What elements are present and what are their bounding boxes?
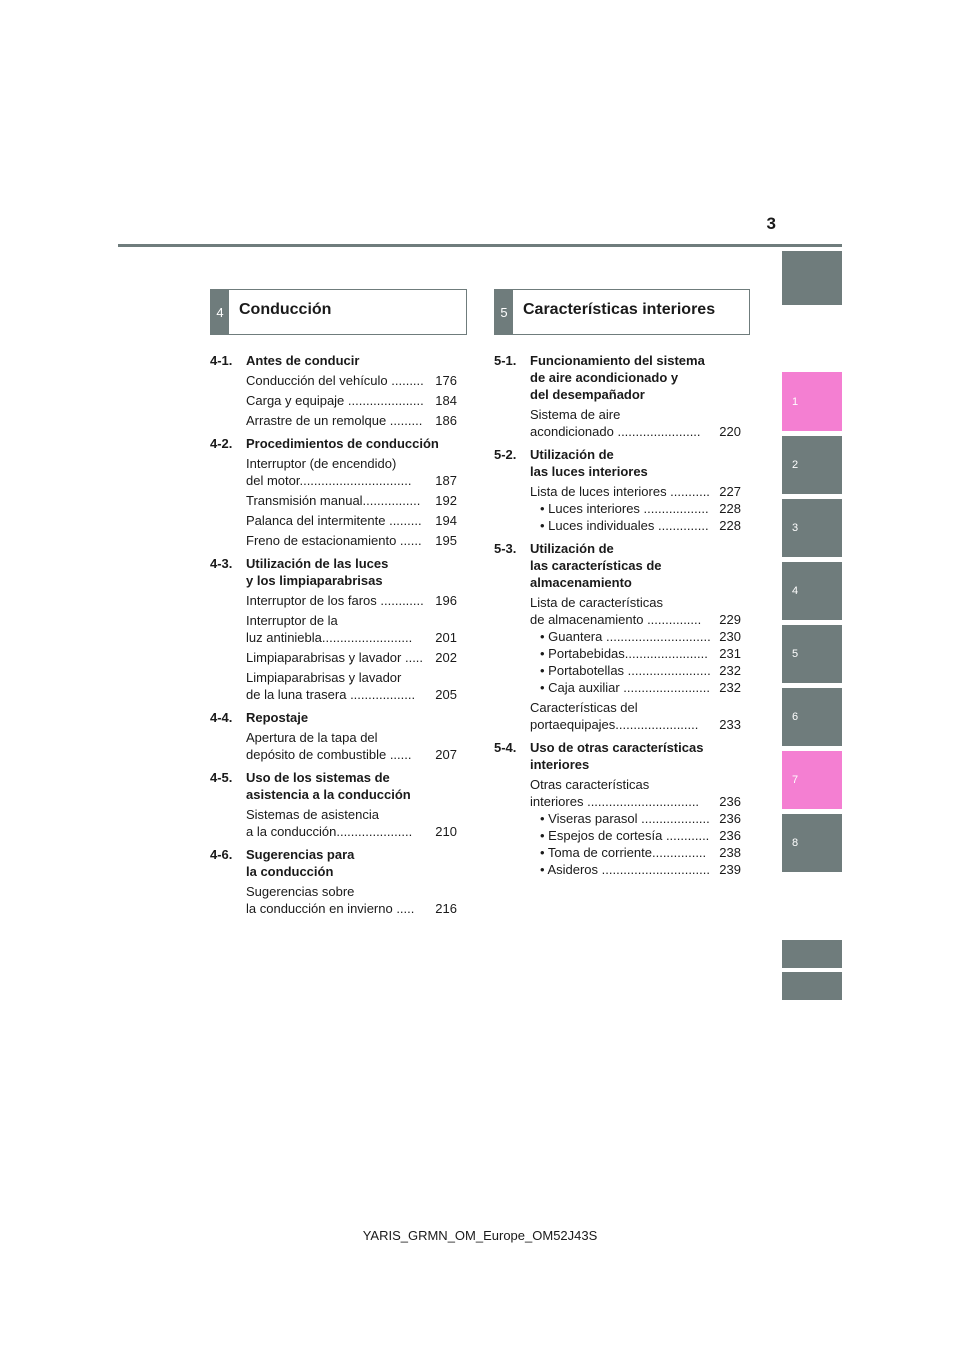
subsection-number: 4-5. [210,770,233,785]
entry-label: • Portabebidas....................... [540,646,708,661]
toc-subsection[interactable] [210,352,457,369]
subsection-number: 4-4. [210,710,233,725]
entry-page-number: 176 [435,373,457,388]
toc-subsection[interactable] [494,540,741,591]
toc-entry[interactable] [246,612,457,646]
section-title: Conducción [239,301,332,318]
entry-label: Lista de luces interiores ........... [530,484,710,499]
entry-page-number: 216 [435,901,457,916]
toc-entry[interactable] [246,592,457,609]
chapter-tab-8[interactable]: 8 [782,814,842,872]
chapter-tab-5[interactable]: 5 [782,625,842,683]
subsection-title: Utilización de las características de almacenamiento [530,541,662,590]
entry-page-number: 207 [435,747,457,762]
subsection-number: 4-2. [210,436,233,451]
chapter-tab-blank-bottom-2[interactable] [782,972,842,1000]
subsection-number: 4-1. [210,353,233,368]
subsection-title: Utilización de las luces y los limpiaparabrisas [246,556,389,588]
toc-entry[interactable] [246,806,457,840]
subsection-number: 5-2. [494,447,517,462]
chapter-tab-2[interactable]: 2 [782,436,842,494]
toc-entry[interactable] [246,412,457,429]
chapter-tab-3[interactable]: 3 [782,499,842,557]
toc-entries [246,883,457,917]
entry-page-number: 220 [719,424,741,439]
toc-bullet-entry[interactable] [530,827,741,844]
toc-entry[interactable] [246,532,457,549]
toc-bullet-entry[interactable] [530,628,741,645]
toc-entries [530,594,741,733]
entry-label: Arrastre de un remolque ......... [246,413,423,428]
entry-page-number: 227 [719,484,741,499]
toc-subsection[interactable] [494,446,741,480]
entry-label: Sugerencias sobre la conducción en invierno ..... [246,884,415,916]
section-title: Características interiores [523,301,716,318]
entry-page-number: 236 [719,828,741,843]
entry-label: Limpiaparabrisas y lavador de la luna trasera .................. [246,670,416,702]
toc-entry[interactable] [530,776,741,810]
toc-subsection[interactable] [210,709,457,726]
subsection-number: 5-3. [494,541,517,556]
toc-bullet-entry[interactable] [530,810,741,827]
entry-label: • Guantera ............................. [540,629,711,644]
entry-page-number: 228 [719,501,741,516]
toc-entry[interactable] [246,372,457,389]
entry-page-number: 236 [719,811,741,826]
subsection-number: 4-6. [210,847,233,862]
toc-entries [246,372,457,429]
entry-label: Interruptor de los faros ............ [246,593,424,608]
toc-entry[interactable] [246,392,457,409]
entry-label: • Caja auxiliar ........................ [540,680,710,695]
entry-label: • Portabotellas ....................... [540,663,711,678]
entry-label: Carga y equipaje ..................... [246,393,424,408]
toc-subsection[interactable] [210,435,457,452]
entry-label: Sistema de aire acondicionado ....................... [530,407,701,439]
subsection-number: 5-4. [494,740,517,755]
chapter-tab-7[interactable]: 7 [782,751,842,809]
header-rule [118,244,842,247]
toc-subsection[interactable] [494,739,741,773]
entry-page-number: 194 [435,513,457,528]
subsection-number: 5-1. [494,353,517,368]
subsection-title: Procedimientos de conducción [246,436,439,451]
entry-label: • Espejos de cortesía ............ [540,828,710,843]
entry-page-number: 196 [435,593,457,608]
toc-entry[interactable] [246,492,457,509]
page-number: 3 [766,214,776,233]
entry-label: Características del portaequipajes....................... [530,700,699,732]
toc-subsection[interactable] [210,769,457,803]
entry-page-number: 233 [719,717,741,732]
entry-label: • Luces individuales .............. [540,518,709,533]
entry-page-number: 192 [435,493,457,508]
toc-entry[interactable] [530,699,741,733]
entry-page-number: 228 [719,518,741,533]
document-footer: YARIS_GRMN_OM_Europe_OM52J43S [362,1228,598,1243]
section-number: 5 [495,290,513,334]
entry-label: Palanca del intermitente ......... [246,513,422,528]
toc-bullet-entry[interactable] [530,645,741,662]
toc-subsection[interactable] [210,846,457,880]
subsection-title: Utilización de las luces interiores [530,447,648,479]
toc-subsection[interactable] [494,352,741,403]
subsection-title: Antes de conducir [246,353,360,368]
toc-bullet-entry[interactable] [530,662,741,679]
toc-entry[interactable] [246,669,457,703]
entry-page-number: 210 [435,824,457,839]
toc-entries [530,406,741,440]
toc-entry[interactable] [530,594,741,628]
section-header-5 [494,289,750,335]
entry-page-number: 186 [435,413,457,428]
entry-page-number: 232 [719,663,741,678]
toc-bullet-entry[interactable] [530,861,741,878]
chapter-tabs [782,0,842,1358]
toc-entries [246,455,457,549]
toc-entries [246,592,457,703]
entry-page-number: 231 [719,646,741,661]
entry-label: Freno de estacionamiento ...... [246,533,422,548]
subsection-title: Uso de otras características interiores [530,740,704,772]
subsection-number: 4-3. [210,556,233,571]
toc-entry[interactable] [246,649,457,666]
toc-entry[interactable] [530,406,741,440]
entry-page-number: 202 [435,650,457,665]
entry-page-number: 230 [719,629,741,644]
toc-bullet-entry[interactable] [530,517,741,534]
entry-label: Transmisión manual................ [246,493,421,508]
entry-page-number: 239 [719,862,741,877]
entry-label: Apertura de la tapa del depósito de combustible ...... [246,730,412,762]
toc-entries [246,729,457,763]
toc-entry[interactable] [530,483,741,500]
entry-label: • Viseras parasol ................... [540,811,710,826]
entry-label: Limpiaparabrisas y lavador ..... [246,650,424,665]
subsection-title: Uso de los sistemas de asistencia a la conducción [246,770,411,802]
toc-entry[interactable] [246,883,457,917]
toc-bullet-entry[interactable] [530,500,741,517]
entry-page-number: 236 [719,794,741,809]
toc-entries [246,806,457,840]
section-header-4 [210,289,467,335]
chapter-tab-4[interactable]: 4 [782,562,842,620]
section-number: 4 [211,290,229,334]
entry-page-number: 205 [435,687,457,702]
toc-entry[interactable] [246,512,457,529]
toc-entries [530,776,741,878]
subsection-title: Funcionamiento del sistema de aire acondicionado y del desempañador [530,353,705,402]
toc-entry[interactable] [246,455,457,489]
entry-label: • Asideros .............................. [540,862,710,877]
subsection-title: Repostaje [246,710,309,725]
chapter-tab-1[interactable]: 1 [782,372,842,431]
entry-page-number: 229 [719,612,741,627]
chapter-tab-6[interactable]: 6 [782,688,842,746]
subsection-title: Sugerencias para la conducción [246,847,355,879]
entry-page-number: 187 [435,473,457,488]
toc-entry[interactable] [246,729,457,763]
entry-page-number: 201 [435,630,457,645]
entry-label: • Toma de corriente............... [540,845,707,860]
toc-column-conduccion [210,352,457,917]
toc-subsection[interactable] [210,555,457,589]
entry-label: Interruptor (de encendido) del motor............................... [246,456,412,488]
entry-page-number: 238 [719,845,741,860]
entry-label: Interruptor de la luz antiniebla......................... [246,613,413,645]
toc-entries [530,483,741,534]
entry-label: Sistemas de asistencia a la conducción..................... [246,807,413,839]
entry-label: Lista de características de almacenamiento ............... [530,595,702,627]
entry-label: • Luces interiores .................. [540,501,709,516]
chapter-tab-blank-bottom-1[interactable] [782,940,842,968]
entry-label: Conducción del vehículo ......... [246,373,424,388]
entry-page-number: 184 [435,393,457,408]
entry-page-number: 232 [719,680,741,695]
entry-label: Otras características interiores ............................... [530,777,700,809]
entry-page-number: 195 [435,533,457,548]
toc-bullet-entry[interactable] [530,679,741,696]
chapter-tab-blank-top[interactable] [782,251,842,305]
toc-bullet-entry[interactable] [530,844,741,861]
toc-column-caracteristicas-interiores [494,352,741,878]
